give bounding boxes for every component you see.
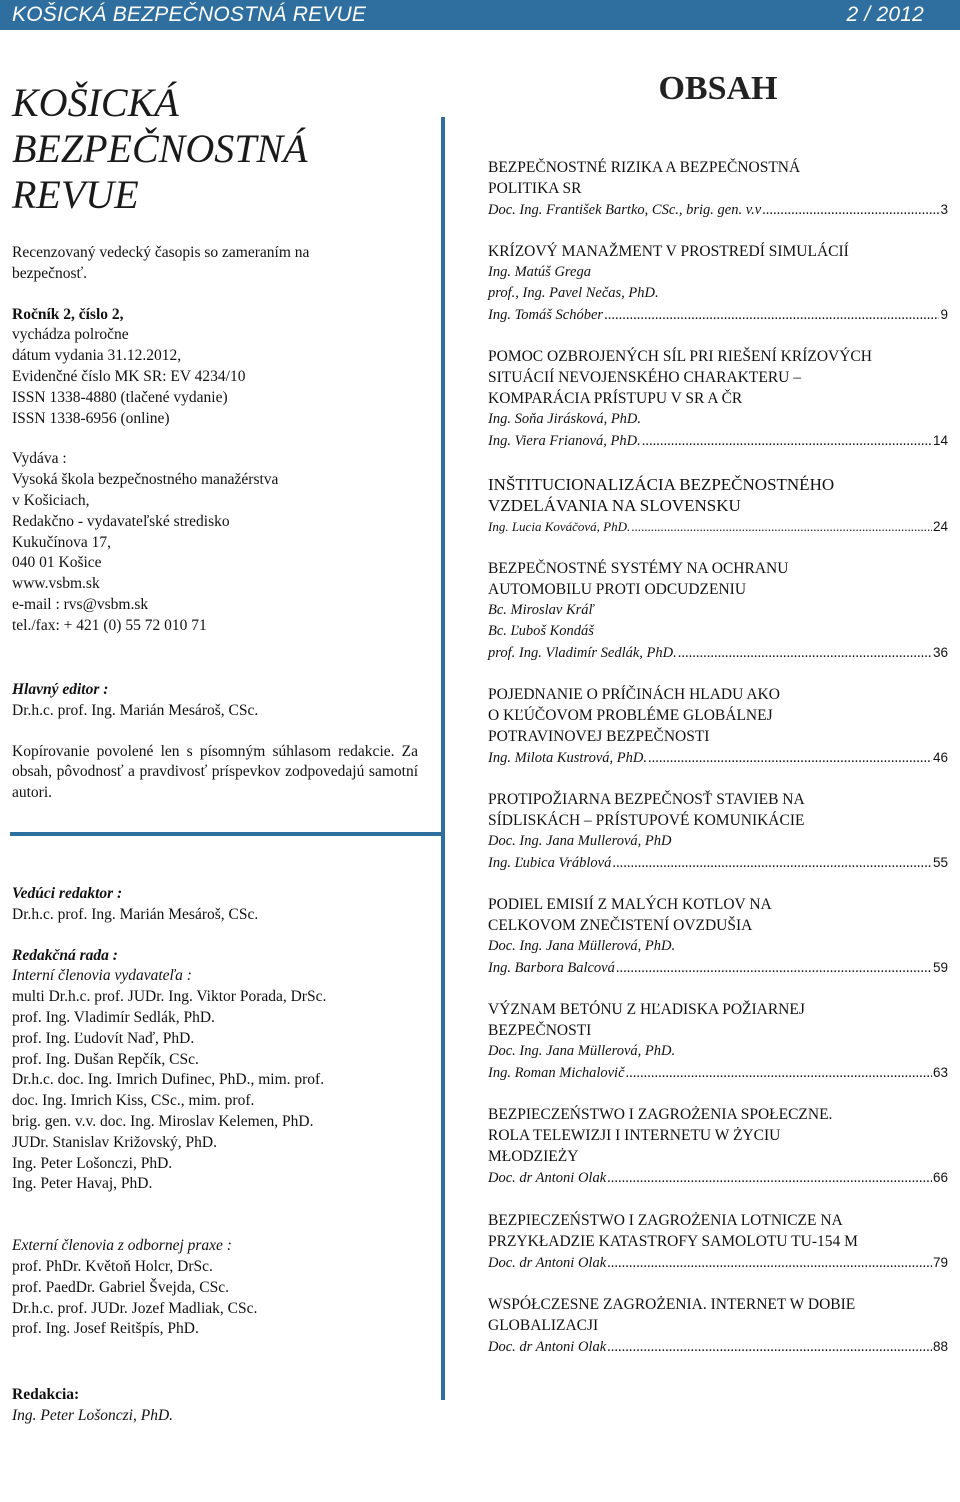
- toc-entry-title: BEZPEČNOSTNÉ SYSTÉMY NA OCHRANU: [488, 560, 789, 577]
- toc-entry-title: BEZPIECZEŃSTWO I ZAGROŻENIA LOTNICZE NA: [488, 1212, 843, 1229]
- board-member: Ing. Peter Havaj, PhD.: [12, 1175, 153, 1193]
- toc-page-number: 36: [932, 645, 948, 660]
- toc-entry[interactable]: [488, 474, 948, 537]
- toc-entry[interactable]: [488, 558, 948, 664]
- intro-line: Recenzovaný vedecký časopis so zameraním na: [12, 244, 310, 261]
- publisher-line: Redakčno - vydavateľské stredisko: [12, 512, 230, 530]
- phone-line: tel./fax: + 421 (0) 55 72 010 71: [12, 616, 207, 634]
- publisher-line: Kukučínova 17,: [12, 533, 112, 551]
- header-bar: [0, 0, 960, 30]
- editor-label: Hlavný editor :: [12, 681, 109, 698]
- board-member: Ing. Peter Lošonczi, PhD.: [12, 1154, 173, 1172]
- toc-entry-author: Ing. Milota Kustrová, PhD. ..... 46: [488, 747, 948, 769]
- toc-entry[interactable]: [488, 684, 948, 769]
- toc-page-number: 9: [940, 307, 948, 322]
- external-member: prof. PhDr. Květoň Holcr, DrSc.: [12, 1257, 213, 1275]
- toc-entry[interactable]: [488, 346, 948, 452]
- toc-entry-title: BEZPIECZEŃSTWO I ZAGROŻENIA SPOŁECZNE.: [488, 1106, 833, 1123]
- toc-entry-author: Ing. Viera Frianová, PhD. ..... 14: [488, 430, 948, 452]
- board-label: Redakčná rada :: [12, 946, 118, 964]
- toc-page-number: 66: [932, 1170, 948, 1185]
- toc-page-number: 63: [932, 1065, 948, 1080]
- toc-entry[interactable]: [488, 241, 948, 326]
- editorial-office-label: Redakcia:: [12, 1386, 80, 1403]
- intro-line: bezpečnosť.: [12, 264, 88, 282]
- info-line: ISSN 1338-6956 (online): [12, 409, 170, 427]
- copyright-note: Kopírovanie povolené len s písomným súhlasom redakcie. Za obsah, pôvodnosť a pravdivosť príspevkov zodpovedajú samotní autori.: [12, 742, 418, 802]
- toc-entry-author: Doc. dr Antoni Olak ..... 66: [488, 1167, 948, 1189]
- toc-entry-title: SÍDLISKÁCH – PRÍSTUPOVÉ KOMUNIKÁCIE: [488, 812, 805, 829]
- toc-entry-title: INŠTITUCIONALIZÁCIA BEZPEČNOSTNÉHO: [488, 475, 835, 494]
- toc-entry-author: Ing. Roman Michalovič ..... 63: [488, 1062, 948, 1084]
- toc-entry-title: BEZPEČNOSTI: [488, 1022, 592, 1039]
- board-member: brig. gen. v.v. doc. Ing. Miroslav Kelemen, PhD.: [12, 1112, 314, 1130]
- title-line: KOŠICKÁ: [12, 80, 179, 125]
- toc-entry-title: PRZYKŁADZIE KATASTROFY SAMOLOTU TU-154 M: [488, 1233, 858, 1250]
- board-member: prof. Ing. Dušan Repčík, CSc.: [12, 1050, 199, 1068]
- editor-name: Dr.h.c. prof. Ing. Marián Mesároš, CSc.: [12, 701, 259, 719]
- toc-entry-title: KOMPARÁCIA PRÍSTUPU V SR A ČR: [488, 390, 743, 407]
- toc-entry[interactable]: [488, 1294, 948, 1358]
- editorial-office: [12, 1384, 173, 1426]
- editor-block: [12, 680, 432, 804]
- title-line: BEZPEČNOSTNÁ: [12, 126, 308, 171]
- managing-editor-name: Dr.h.c. prof. Ing. Marián Mesároš, CSc.: [12, 905, 259, 923]
- toc-entry-author: Doc. dr Antoni Olak ..... 88: [488, 1336, 948, 1358]
- toc-page-number: 24: [932, 519, 948, 534]
- board-member: prof. Ing. Vladimír Sedlák, PhD.: [12, 1008, 215, 1026]
- toc-page-number: 3: [940, 202, 948, 217]
- toc-entry-author: Ing. Ľubica Vráblová ..... 55: [488, 852, 948, 874]
- toc-entry-author: Bc. Miroslav Kráľ: [488, 602, 594, 618]
- toc-entry-author: Doc. dr Antoni Olak ..... 79: [488, 1252, 948, 1274]
- toc-entry-title: MŁODZIEŻY: [488, 1148, 579, 1165]
- board-member: multi Dr.h.c. prof. JUDr. Ing. Viktor Porada, DrSc.: [12, 988, 327, 1006]
- toc-entry-title: POTRAVINOVEJ BEZPEČNOSTI: [488, 728, 710, 745]
- toc-entry-author: prof., Ing. Pavel Nečas, PhD.: [488, 285, 659, 301]
- volume-label: Ročník 2, číslo 2,: [12, 305, 124, 323]
- toc-entry-author: Ing. Barbora Balcová ..... 59: [488, 957, 948, 979]
- toc-entry-title: POLITIKA SR: [488, 180, 582, 197]
- info-line: Evidenčné číslo MK SR: EV 4234/10: [12, 367, 246, 385]
- toc-entry[interactable]: [488, 157, 948, 221]
- email-link[interactable]: e-mail : rvs@vsbm.sk: [12, 595, 149, 613]
- toc-entry-title: PODIEL EMISIÍ Z MALÝCH KOTLOV NA: [488, 896, 772, 913]
- toc-entry-title: BEZPEČNOSTNÉ RIZIKA A BEZPEČNOSTNÁ: [488, 159, 801, 176]
- toc-page-number: 88: [932, 1339, 948, 1354]
- board-member: prof. Ing. Ľudovít Naď, PhD.: [12, 1029, 195, 1047]
- toc-page-number: 79: [932, 1255, 948, 1270]
- toc-entry-author: Ing. Matúš Grega: [488, 264, 591, 280]
- toc-entry-author: Doc. Ing. Jana Müllerová, PhD.: [488, 1043, 676, 1059]
- internal-members-label: Interní členovia vydavateľa :: [12, 967, 192, 985]
- publisher-line: 040 01 Košice: [12, 554, 102, 572]
- toc-entry-title: CELKOVOM ZNEČISTENÍ OVZDUŠIA: [488, 917, 753, 934]
- toc-entry-title: PROTIPOŽIARNA BEZPEČNOSŤ STAVIEB NA: [488, 791, 805, 808]
- external-members-label: Externí členovia z odbornej praxe :: [12, 1237, 232, 1255]
- journal-name: KOŠICKÁ BEZPEČNOSTNÁ REVUE: [12, 3, 367, 26]
- toc-entry-title: VZDELÁVANIA NA SLOVENSKU: [488, 496, 741, 515]
- toc-entry-title: SITUÁCIÍ NEVOJENSKÉHO CHARAKTERU –: [488, 369, 802, 386]
- external-member: prof. Ing. Josef Reitšpís, PhD.: [12, 1320, 199, 1338]
- external-member: Dr.h.c. prof. JUDr. Jozef Madliak, CSc.: [12, 1299, 258, 1317]
- toc-page-number: 55: [932, 855, 948, 870]
- toc-entry-author: Ing. Lucia Kováčová, PhD. ..... 24: [488, 516, 948, 537]
- toc-entry-author: Doc. Ing. Jana Mullerová, PhD: [488, 833, 672, 849]
- toc-page-number: 46: [932, 750, 948, 765]
- editorial-office-name: Ing. Peter Lošonczi, PhD.: [12, 1407, 174, 1424]
- title-line: REVUE: [12, 172, 139, 217]
- info-line: ISSN 1338-4880 (tlačené vydanie): [12, 388, 228, 406]
- board-member: JUDr. Stanislav Križovský, PhD.: [12, 1133, 217, 1151]
- toc-entry-author: Bc. Ľuboš Kondáš: [488, 623, 594, 639]
- toc-entry[interactable]: [488, 1104, 948, 1189]
- toc-entry-title: GLOBALIZACJI: [488, 1317, 599, 1334]
- external-member: prof. PaedDr. Gabriel Švejda, CSc.: [12, 1278, 229, 1296]
- info-line: vychádza polročne: [12, 326, 129, 344]
- toc-page-number: 59: [932, 960, 948, 975]
- toc-entry-author: Doc. Ing. Jana Müllerová, PhD.: [488, 938, 676, 954]
- toc-entry-author: Ing. Soňa Jirásková, PhD.: [488, 411, 642, 427]
- toc-entry-title: POMOC OZBROJENÝCH SÍL PRI RIEŠENÍ KRÍZOVÝCH: [488, 348, 872, 365]
- toc-page-number: 14: [932, 433, 948, 448]
- board-member: doc. Ing. Imrich Kiss, CSc., mim. prof.: [12, 1092, 255, 1110]
- issue-number: 2 / 2012: [846, 3, 924, 26]
- info-line: dátum vydania 31.12.2012,: [12, 347, 182, 365]
- toc-entry-title: VÝZNAM BETÓNU Z HĽADISKA POŽIARNEJ: [488, 1001, 805, 1018]
- board-member: Dr.h.c. doc. Ing. Imrich Dufinec, PhD., mim. prof.: [12, 1071, 325, 1089]
- column-divider: [441, 117, 445, 1400]
- publisher-line: Vydáva :: [12, 450, 67, 468]
- section-divider: [10, 832, 442, 836]
- toc-heading: OBSAH: [658, 70, 778, 107]
- publisher-line: Vysoká škola bezpečnostného manažérstva: [12, 471, 279, 489]
- toc-entry-author: prof. Ing. Vladimír Sedlák, PhD. ..... 36: [488, 642, 948, 664]
- journal-info: [12, 243, 432, 637]
- publisher-line: v Košiciach,: [12, 491, 90, 509]
- toc-entry-title: KRÍZOVÝ MANAŽMENT V PROSTREDÍ SIMULÁCIÍ: [488, 243, 849, 260]
- journal-title: [12, 80, 308, 218]
- website-link[interactable]: www.vsbm.sk: [12, 575, 100, 593]
- toc-entry[interactable]: [488, 1210, 948, 1274]
- toc-entry-title: ROLA TELEWIZJI I INTERNETU W ŻYCIU: [488, 1127, 781, 1144]
- toc-entry-title: O KĽÚČOVOM PROBLÉME GLOBÁLNEJ: [488, 707, 773, 724]
- toc-entry-author: Doc. Ing. František Bartko, CSc., brig. gen. v.v ..... 3: [488, 199, 948, 221]
- toc-entry[interactable]: [488, 894, 948, 979]
- toc-entry-title: AUTOMOBILU PROTI ODCUDZENIU: [488, 581, 747, 598]
- toc-entry-author: Ing. Tomáš Schóber ..... 9: [488, 304, 948, 326]
- board-block: [12, 884, 432, 1340]
- toc-entry[interactable]: [488, 999, 948, 1084]
- toc-entry-title: WSPÓŁCZESNE ZAGROŻENIA. INTERNET W DOBIE: [488, 1296, 856, 1313]
- toc-entry-title: POJEDNANIE O PRÍČINÁCH HLADU AKO: [488, 686, 780, 703]
- managing-editor-label: Vedúci redaktor :: [12, 885, 123, 902]
- toc-entry[interactable]: [488, 789, 948, 874]
